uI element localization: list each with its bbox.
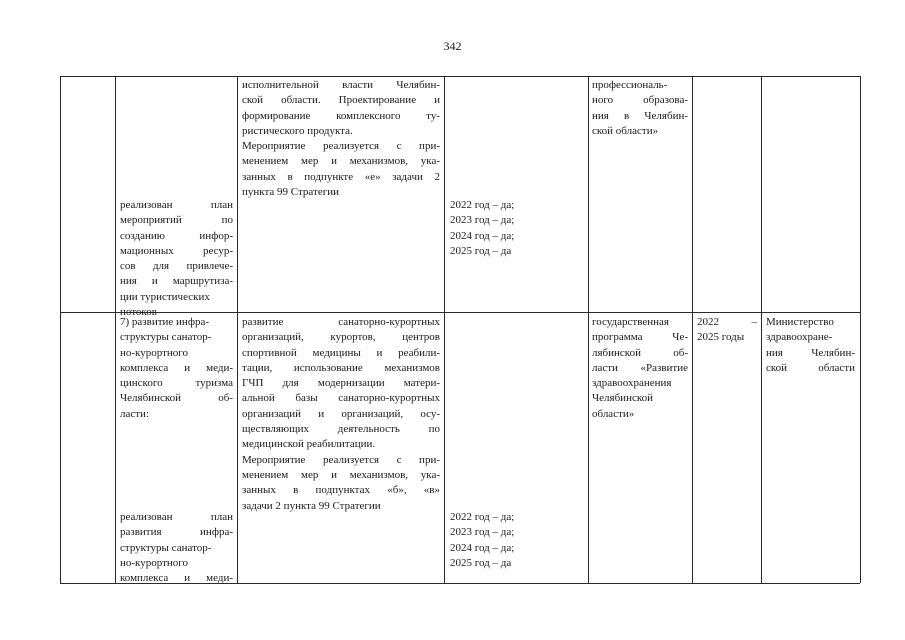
- text-line: ществляющих деятельность по: [242, 423, 440, 436]
- column-divider: [60, 76, 61, 583]
- text-line: 2022 год – да;: [450, 511, 515, 523]
- row2-col4-text: [450, 510, 580, 571]
- text-line: ГЧП для модернизации матери-: [242, 377, 440, 390]
- text-line: ного образова-: [592, 94, 688, 107]
- text-line: структуры санатор-: [120, 331, 212, 344]
- text-line: ласти:: [120, 407, 150, 420]
- text-line: созданию инфор-: [120, 229, 233, 242]
- row2-col5-text: [592, 315, 688, 422]
- text-line: занных в подпункте «е» задачи 2: [242, 170, 440, 183]
- text-line: ристического продукта.: [242, 124, 353, 137]
- text-line: 2024 год – да;: [450, 229, 515, 242]
- text-line: развитие санаторно-курортных: [242, 316, 440, 328]
- text-line: мационных ресур-: [120, 244, 233, 257]
- column-divider: [860, 76, 861, 583]
- text-line: Мероприятие реализуется с при-: [242, 140, 440, 153]
- text-line: сов для привлече-: [120, 260, 233, 273]
- text-line: Челябинской: [592, 392, 654, 405]
- text-line: 2022 –: [697, 316, 757, 328]
- text-line: Мероприятие реализуется с при-: [242, 453, 440, 466]
- text-line: ской области: [766, 361, 855, 374]
- text-line: тации, использование механизмов: [242, 361, 440, 374]
- row2-col3-text: [242, 315, 440, 514]
- text-line: здравоохране-: [766, 331, 833, 344]
- text-line: Министерство: [766, 316, 834, 328]
- row1-col3-text: [242, 78, 440, 200]
- text-line: ции туристических: [120, 290, 210, 303]
- text-line: 2023 год – да;: [450, 214, 515, 227]
- text-line: комплекса и меди-: [120, 361, 233, 374]
- text-line: ласти «Развитие: [592, 361, 688, 374]
- text-line: области»: [592, 407, 635, 420]
- text-line: программа Че-: [592, 331, 688, 344]
- text-line: профессиональ-: [592, 79, 668, 91]
- text-line: ния в Челябин-: [592, 109, 688, 122]
- text-line: ния и маршрутиза-: [120, 275, 233, 288]
- table-border-top: [60, 76, 860, 77]
- column-divider: [761, 76, 762, 583]
- text-line: 2025 год – да: [450, 244, 512, 257]
- text-line: структуры санатор-: [120, 541, 212, 554]
- text-line: 2022 год – да;: [450, 199, 515, 211]
- row2-col2-heading: [120, 315, 233, 422]
- text-line: потоков: [120, 306, 157, 319]
- column-divider: [444, 76, 445, 583]
- text-line: менением мер и механизмов, ука-: [242, 468, 440, 481]
- row2-col6-text: [697, 315, 757, 346]
- text-line: исполнительной власти Челябин-: [242, 79, 440, 91]
- row1-col2-text: [120, 198, 233, 320]
- text-line: 7) развитие инфра-: [120, 316, 209, 328]
- text-line: комплекса и меди-: [120, 572, 233, 585]
- row2-col7-text: [766, 315, 855, 376]
- text-line: здравоохранения: [592, 377, 672, 390]
- text-line: государственная: [592, 316, 669, 328]
- text-line: 2023 год – да;: [450, 526, 515, 539]
- row1-col5-text: [592, 78, 688, 139]
- text-line: реализован план: [120, 199, 233, 211]
- text-line: но-курортного: [120, 346, 189, 359]
- text-line: занных в подпунктах «б», «в»: [242, 484, 440, 497]
- text-line: цинского туризма: [120, 377, 233, 390]
- text-line: 2024 год – да;: [450, 541, 515, 554]
- text-line: ния Челябин-: [766, 346, 855, 359]
- text-line: пункта 99 Стратегии: [242, 186, 340, 199]
- text-line: реализован план: [120, 511, 233, 523]
- text-line: лябинской об-: [592, 346, 688, 359]
- column-divider: [588, 76, 589, 583]
- row2-col2-text: [120, 510, 233, 586]
- text-line: ской области. Проектирование и: [242, 94, 440, 107]
- text-line: менением мер и механизмов, ука-: [242, 155, 440, 168]
- column-divider: [692, 76, 693, 583]
- text-line: задачи 2 пункта 99 Стратегии: [242, 499, 381, 512]
- page-number: 342: [443, 39, 462, 53]
- text-line: формирование комплексного ту-: [242, 109, 440, 122]
- text-line: развития инфра-: [120, 526, 233, 539]
- text-line: ской области»: [592, 124, 659, 137]
- text-line: 2025 год – да: [450, 556, 512, 569]
- text-line: спортивной медицины и реабили-: [242, 346, 440, 359]
- text-line: 2025 годы: [697, 331, 745, 344]
- text-line: альной базы санаторно-курортных: [242, 392, 440, 405]
- text-line: мероприятий по: [120, 214, 233, 227]
- text-line: Челябинской об-: [120, 392, 233, 405]
- column-divider: [115, 76, 116, 583]
- text-line: но-курортного: [120, 556, 189, 569]
- text-line: медицинской реабилитации.: [242, 438, 376, 451]
- row1-col4-text: [450, 198, 580, 259]
- text-line: организаций и организаций, осу-: [242, 407, 440, 420]
- column-divider: [237, 76, 238, 583]
- text-line: организаций, курортов, центров: [242, 331, 440, 344]
